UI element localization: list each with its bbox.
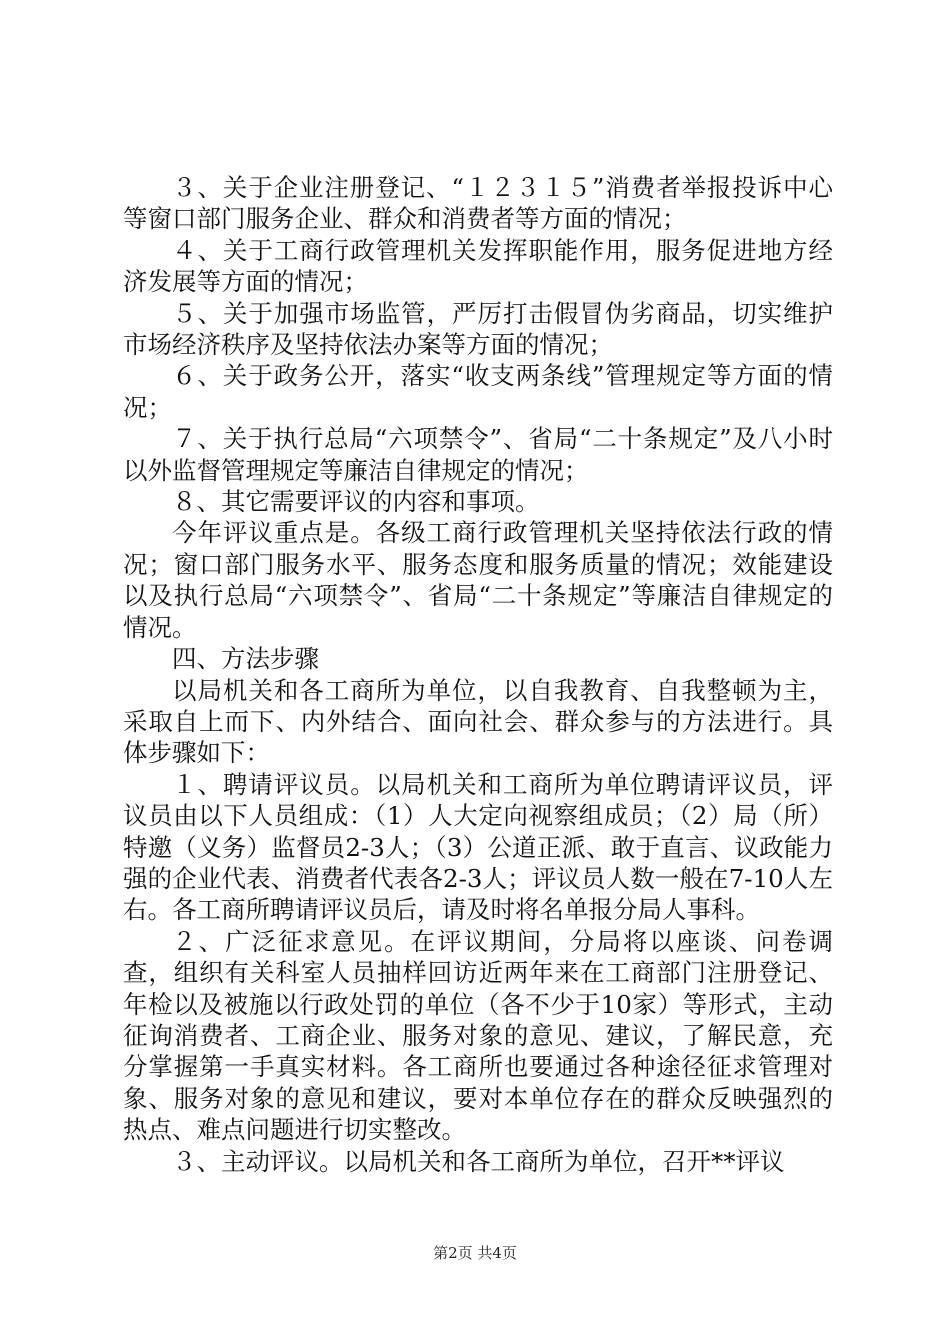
paragraph-step-2: ２、广泛征求意见。在评议期间，分局将以座谈、问卷调查，组织有关科室人员抽样回访近两年来在工商部门注册登记、年检以及被施以行政处罚的单位（各不少于10家）等形式，主动征询消费者、工商企业、服务对象的意见、建议，了解民意，充分掌握第一手真实材料。各工商所也要通过各种途径征求管理对象、服务对象的意见和建议，要对本单位存在的群众反映强烈的热点、难点问题进行切实整改。 (123, 926, 833, 1145)
paragraph-step-3: ３、主动评议。以局机关和各工商所为单位，召开**评议 (172, 1146, 785, 1176)
paragraph-item-5: ５、关于加强市场监管，严厉打击假冒伪劣商品，切实维护市场经济秩序及坚持依法办案等方面的情况； (123, 298, 833, 360)
paragraph-item-3: ３、关于企业注册登记、“１２３１５”消费者举报投诉中心等窗口部门服务企业、群众和消费者等方面的情况； (123, 173, 833, 234)
paragraph-item-6: ６、关于政务公开，落实“收支两条线”管理规定等方面的情况； (123, 361, 833, 422)
paragraph-key-points: 今年评议重点是。各级工商行政管理机关坚持依法行政的情况；窗口部门服务水平、服务态度和服务质量的情况；效能建设以及执行总局“六项禁令”、省局“二十条规定”等廉洁自律规定的情况。 (123, 518, 833, 642)
paragraph-item-4: ４、关于工商行政管理机关发挥职能作用，服务促进地方经济发展等方面的情况； (123, 235, 833, 297)
section-heading-methods: 四、方法步骤 (172, 644, 319, 674)
page-footer: 第2页 共4页 (433, 1244, 517, 1262)
paragraph-item-7: ７、关于执行总局“六项禁令”、省局“二十条规定”及八小时以外监督管理规定等廉洁自律规定的情况； (123, 424, 833, 485)
paragraph-step-1: １、聘请评议员。以局机关和工商所为单位聘请评议员，评议员由以下人员组成：（1）人大定向视察组成员；（2）局（所）特邀（义务）监督员2-3人；（3）公道正派、敢于直言、议政能力强的企业代表、消费者代表各2-3人；评议员人数一般在7-10人左右。各工商所聘请评议员后，请及时将名单报分局人事科。 (123, 769, 833, 925)
paragraph-methods-intro: 以局机关和各工商所为单位，以自我教育、自我整顿为主，采取自上而下、内外结合、面向社会、群众参与的方法进行。具体步骤如下： (123, 675, 833, 768)
paragraph-item-8: ８、其它需要评议的内容和事项。 (172, 487, 540, 517)
document-body (123, 172, 833, 1177)
